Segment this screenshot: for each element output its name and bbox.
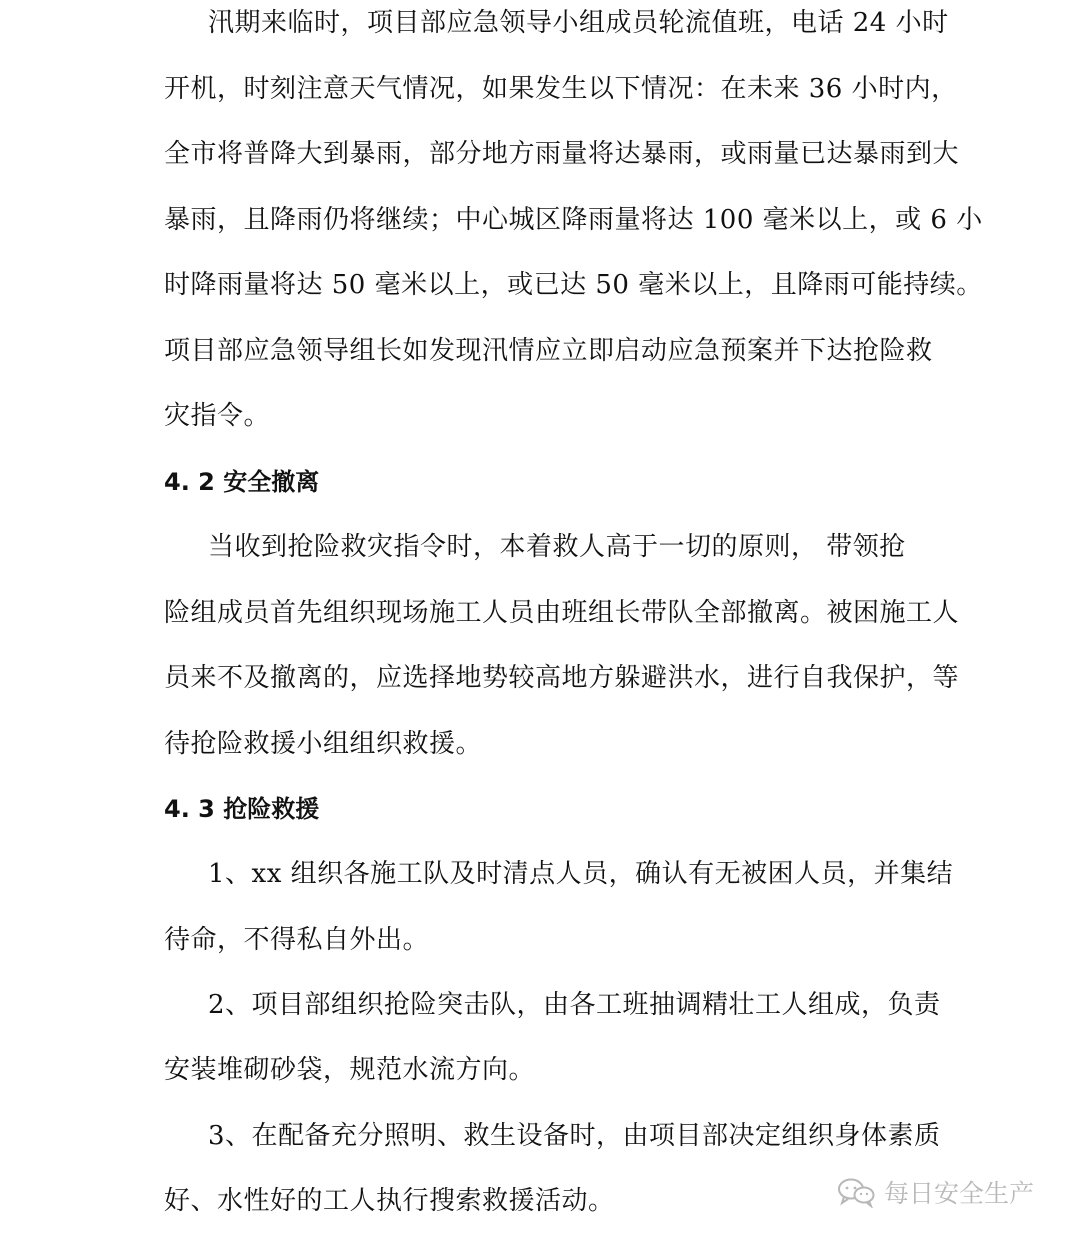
list-item-3-line-1: 3、在配备充分照明、救生设备时，由项目部决定组织身体素质 xyxy=(208,1121,941,1151)
list-item-2-line-2: 安装堆砌砂袋，规范水流方向。 xyxy=(164,1055,536,1085)
list-item-1-line-1: 1、xx 组织各施工队及时清点人员，确认有无被困人员，并集结 xyxy=(208,859,954,889)
list-item-3-line-2: 好、水性好的工人执行搜索救援活动。 xyxy=(164,1186,615,1216)
list-item-1-line-2: 待命，不得私自外出。 xyxy=(164,925,430,955)
paragraph-2-line-1: 当收到抢险救灾指令时，本着救人高于一切的原则， 带领抢 xyxy=(208,532,906,562)
paragraph-1-line-5: 时降雨量将达 50 毫米以上，或已达 50 毫米以上，且降雨可能持续。 xyxy=(164,270,983,300)
wechat-icon xyxy=(836,1176,876,1208)
paragraph-2-line-3: 员来不及撤离的，应选择地势较高地方躲避洪水，进行自我保护，等 xyxy=(164,663,960,693)
paragraph-2-line-2: 险组成员首先组织现场施工人员由班组长带队全部撤离。被困施工人 xyxy=(164,598,960,628)
watermark-text: 每日安全生产 xyxy=(884,1179,1035,1208)
section-heading-4-2: 4. 2 安全撤离 xyxy=(164,468,320,496)
paragraph-1-line-1: 汛期来临时，项目部应急领导小组成员轮流值班，电话 24 小时 xyxy=(208,8,949,38)
section-heading-4-3: 4. 3 抢险救援 xyxy=(164,795,320,823)
paragraph-1-line-2: 开机，时刻注意天气情况，如果发生以下情况：在未来 36 小时内， xyxy=(164,74,958,104)
paragraph-1-line-3: 全市将普降大到暴雨，部分地方雨量将达暴雨，或雨量已达暴雨到大 xyxy=(164,139,960,169)
paragraph-2-line-4: 待抢险救援小组组织救援。 xyxy=(164,729,483,759)
paragraph-1-line-7: 灾指令。 xyxy=(164,401,271,431)
paragraph-1-line-4: 暴雨，且降雨仍将继续；中心城区降雨量将达 100 毫米以上，或 6 小 xyxy=(164,205,983,235)
watermark xyxy=(836,1172,1034,1212)
list-item-2-line-1: 2、项目部组织抢险突击队，由各工班抽调精壮工人组成，负责 xyxy=(208,990,941,1020)
paragraph-1-line-6: 项目部应急领导组长如发现汛情应立即启动应急预案并下达抢险救 xyxy=(164,336,933,366)
